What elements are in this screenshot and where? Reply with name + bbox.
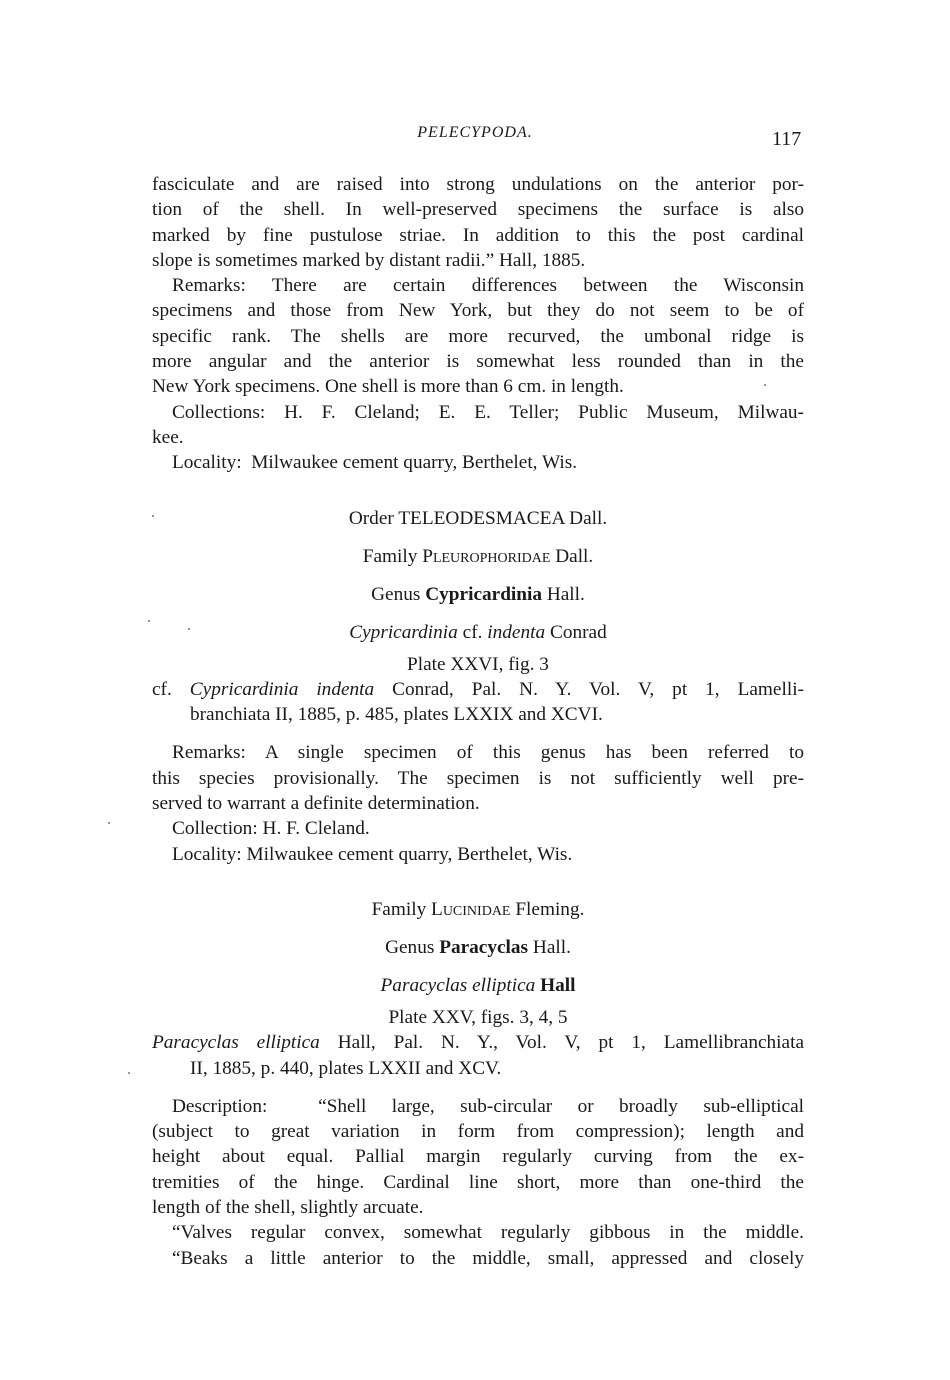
collection-line: Collection: H. F. Cleland.	[172, 818, 370, 840]
genus-heading: Genus Paracyclas Hall.	[385, 936, 571, 958]
remarks-line: Remarks: There are certain differences between the Wisconsin	[172, 275, 804, 297]
locality-label: Locality:	[172, 843, 242, 865]
order-heading: Order TELEODESMACEA Dall.	[348, 507, 608, 529]
species-heading: Cypricardinia cf. indenta Conrad	[349, 621, 607, 643]
text-line: fasciculate and are raised into strong undulations on the anterior por-	[152, 174, 804, 195]
page-number: 117	[772, 128, 802, 150]
text-line: specific rank. The shells are more recurved, the umbonal ridge is	[152, 325, 804, 347]
description-label: Description:	[172, 1095, 268, 1117]
scan-speck	[152, 515, 154, 517]
text-line: tremities of the hinge. Cardinal line short, more than one-third the	[152, 1171, 804, 1193]
family-heading: Family Lucinidae Fleming.	[371, 898, 585, 920]
text-line: more angular and the anterior is somewhat less rounded than in the	[152, 351, 804, 373]
scan-speck	[108, 822, 110, 824]
text-line: tion of the shell. In well-preserved specimens the surface is also	[152, 199, 804, 221]
remarks-line: Remarks: A single specimen of this genus has been referred to	[172, 742, 804, 764]
remarks-label: Remarks:	[172, 742, 246, 764]
text-line: slope is sometimes marked by distant radii.” Hall, 1885.	[152, 249, 586, 271]
scan-speck	[148, 620, 150, 622]
scan-speck	[764, 384, 766, 386]
text-line: height about equal. Pallial margin regularly curving from the ex-	[152, 1146, 804, 1168]
plate-reference: Plate XXVI, fig. 3	[407, 653, 549, 675]
citation-line: II, 1885, p. 440, plates LXXII and XCV.	[190, 1057, 502, 1079]
running-title: PELECYPODA.	[417, 124, 533, 141]
scan-speck	[188, 628, 190, 630]
plate-reference: Plate XXV, figs. 3, 4, 5	[388, 1006, 568, 1028]
citation-line: Paracyclas elliptica Hall, Pal. N. Y., Vol. V, pt 1, Lamellibranchiata	[152, 1032, 805, 1054]
text-line: “Valves regular convex, somewhat regularly gibbous in the middle.	[172, 1222, 804, 1244]
text-line: New York specimens. One shell is more than 6 cm. in length.	[152, 376, 624, 398]
text-line: (subject to great variation in form from compression); length and	[152, 1121, 804, 1143]
collections-line: Collections: H. F. Cleland; E. E. Teller; Public Museum, Milwau-	[172, 401, 804, 423]
text-line: kee.	[152, 426, 184, 448]
genus-heading: Genus Cypricardinia Hall.	[371, 583, 585, 605]
citation-line: cf. Cypricardinia indenta Conrad, Pal. N. Y. Vol. V, pt 1, Lamelli-	[152, 678, 804, 700]
citation-line: branchiata II, 1885, p. 485, plates LXXIX and XCVI.	[190, 704, 603, 726]
description-line: Description: “Shell large, sub-circular or broadly sub-elliptical	[172, 1095, 805, 1117]
collections-label: Collections:	[172, 401, 266, 423]
text-line: length of the shell, slightly arcuate.	[152, 1197, 424, 1219]
species-heading: Paracyclas elliptica Hall	[380, 974, 576, 996]
text-line: “Beaks a little anterior to the middle, small, appressed and closely	[172, 1247, 804, 1269]
locality-line: Locality: Milwaukee cement quarry, Berthelet, Wis.	[172, 452, 578, 474]
text-line: this species provisionally. The specimen is not sufficiently well pre-	[152, 767, 804, 789]
text-line: served to warrant a definite determination.	[152, 793, 480, 815]
locality-label: Locality:	[172, 452, 242, 474]
locality-line: Locality: Milwaukee cement quarry, Berthelet, Wis.	[172, 843, 573, 865]
scan-speck	[128, 1072, 130, 1074]
collection-label: Collection:	[172, 818, 258, 840]
text-line: specimens and those from New York, but they do not seem to be of	[152, 300, 804, 322]
page-body	[152, 172, 804, 1271]
text-line: marked by fine pustulose striae. In addition to this the post cardinal	[152, 224, 804, 246]
family-heading: Family Pleurophoridae Dall.	[362, 545, 594, 567]
remarks-label: Remarks:	[172, 275, 246, 297]
